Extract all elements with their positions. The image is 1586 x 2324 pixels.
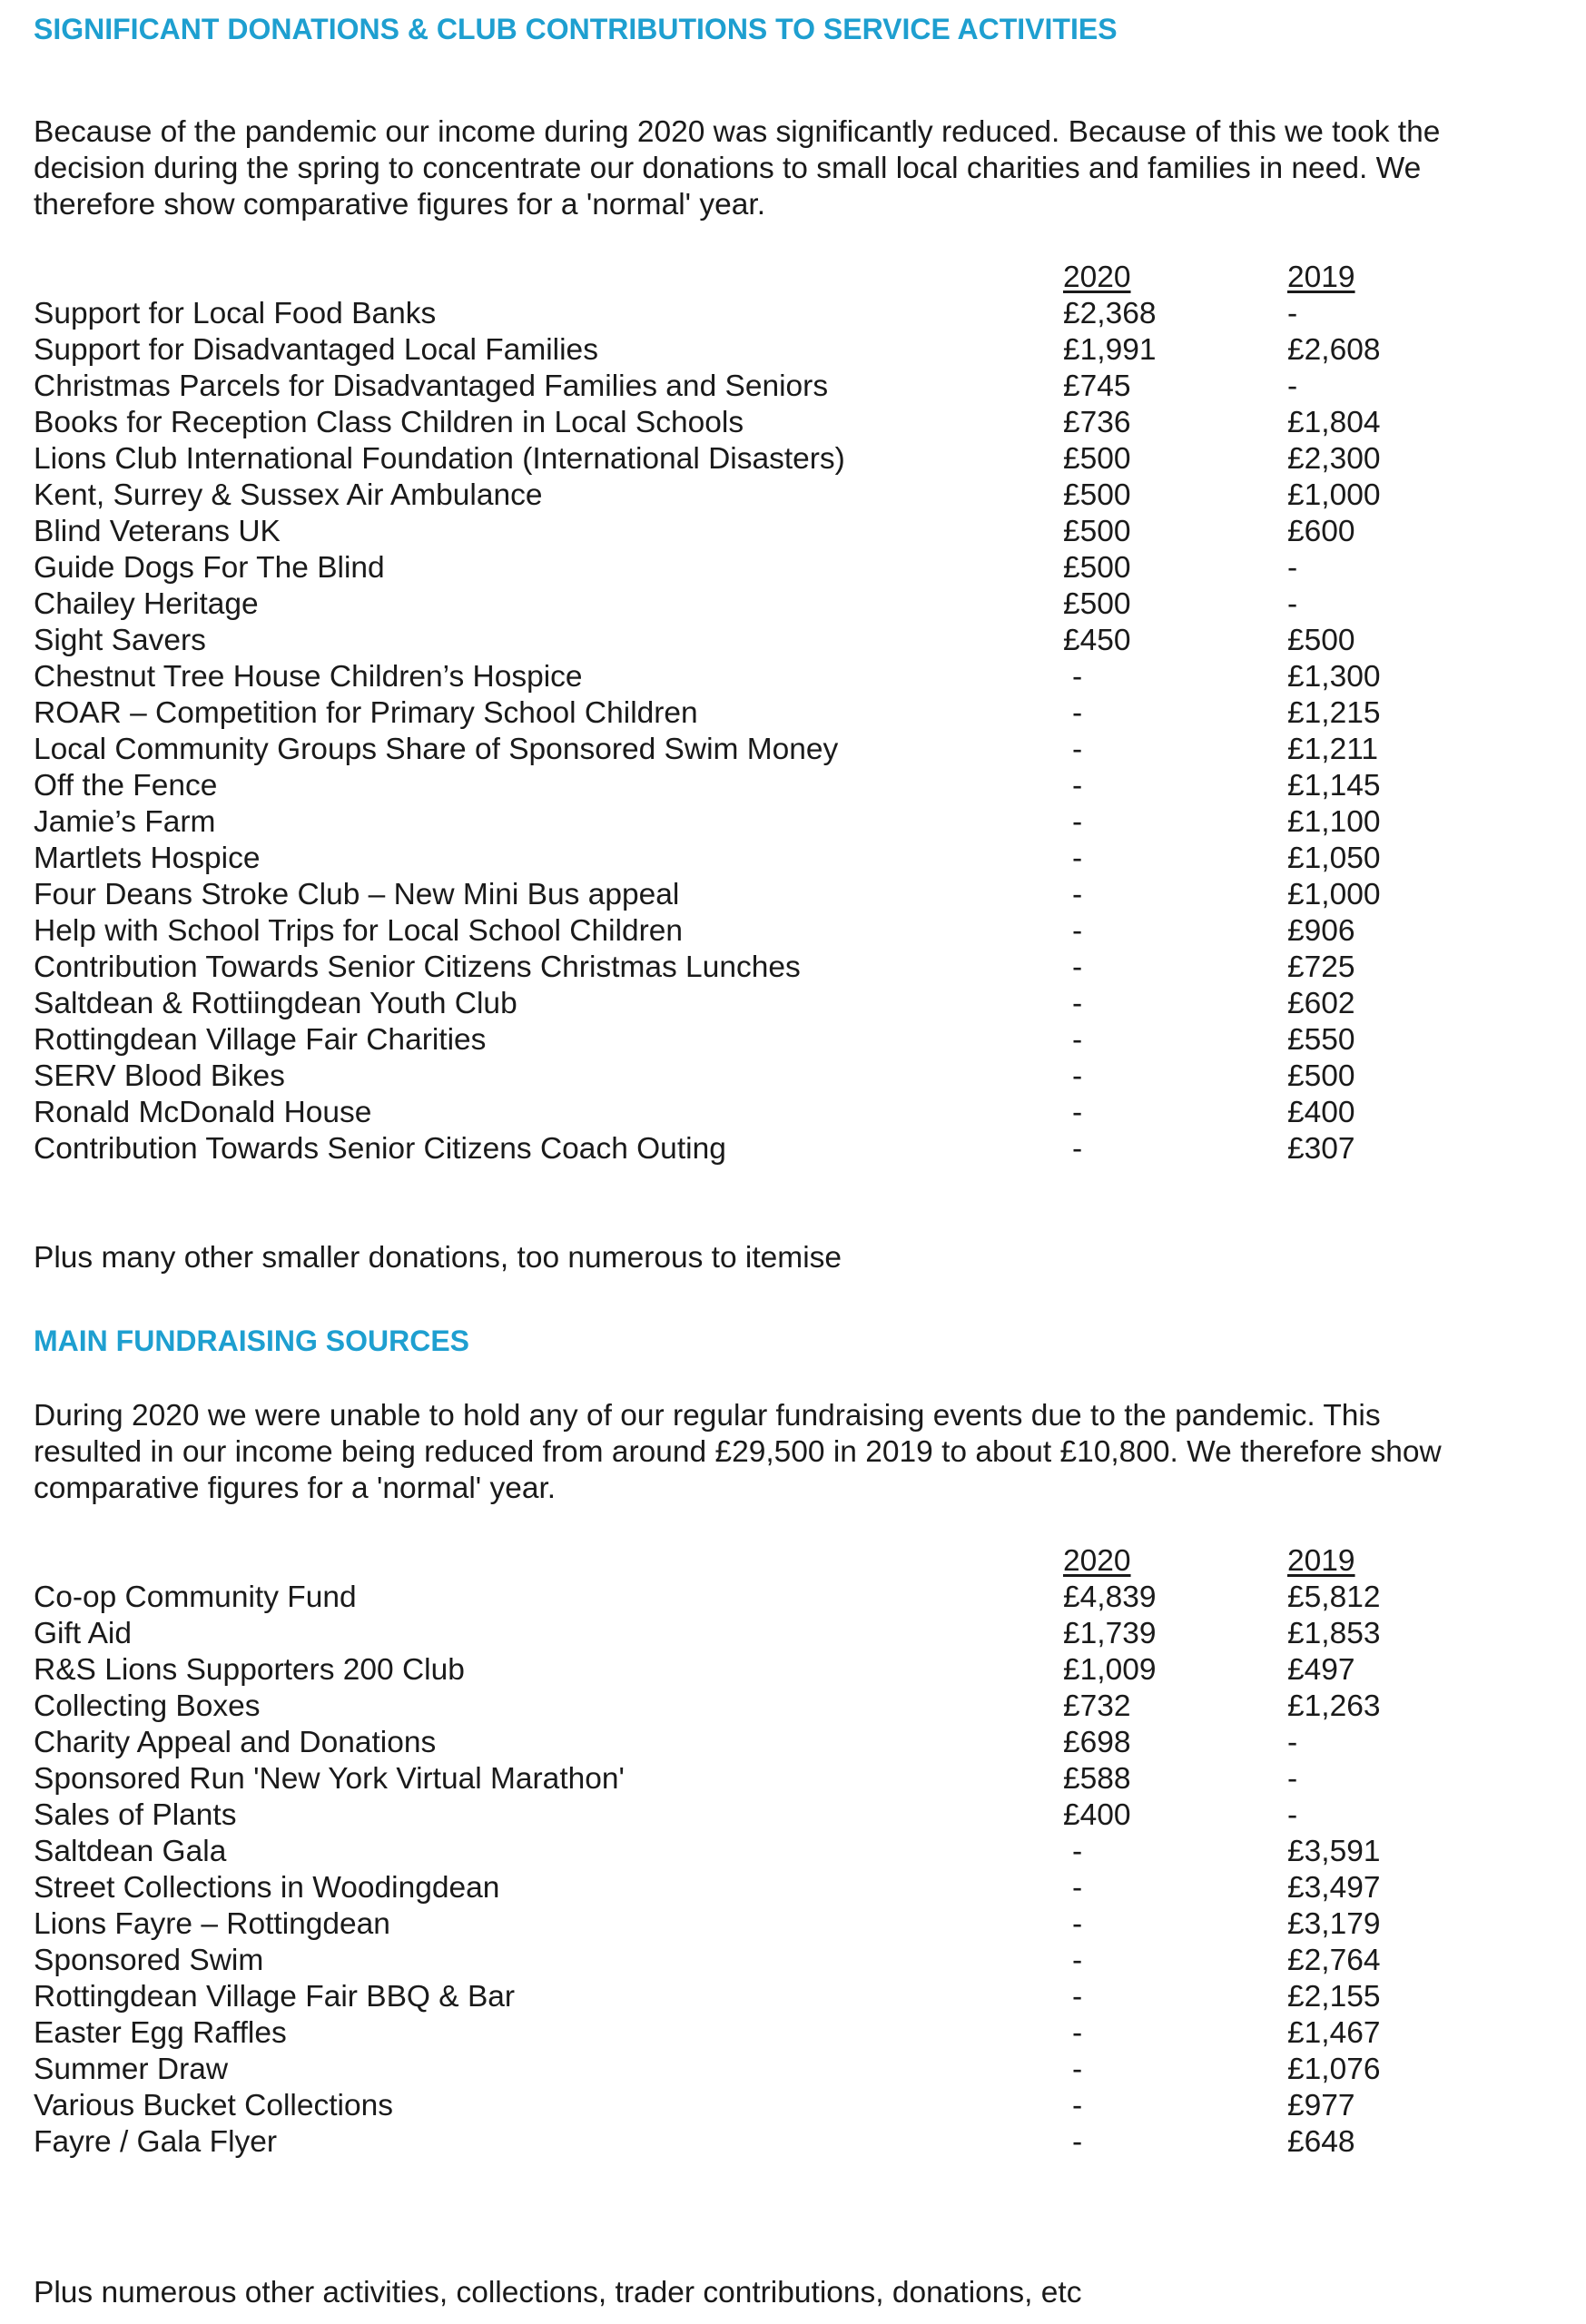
row-label: Christmas Parcels for Disadvantaged Families and Seniors — [34, 369, 829, 403]
value-2019: £307 — [1287, 1132, 1355, 1166]
value-2020: £698 — [1063, 1726, 1131, 1759]
table-row — [34, 2015, 1541, 2052]
value-2019: £1,300 — [1287, 660, 1381, 694]
value-2020: - — [1072, 1096, 1083, 1129]
fundraising-col-2020: 2020 — [1063, 1544, 1131, 1578]
value-2019: £500 — [1287, 624, 1355, 657]
row-label: Sponsored Run 'New York Virtual Marathon' — [34, 1762, 625, 1796]
value-2020: - — [1072, 1132, 1083, 1166]
value-2020: £2,368 — [1063, 297, 1157, 330]
row-label: R&S Lions Supporters 200 Club — [34, 1653, 465, 1687]
row-label: Saltdean & Rottiingdean Youth Club — [34, 987, 517, 1020]
value-2019: £1,853 — [1287, 1617, 1381, 1650]
table-row — [34, 1725, 1541, 1761]
row-label: Co-op Community Fund — [34, 1581, 357, 1614]
row-label: Fayre / Gala Flyer — [34, 2125, 278, 2159]
row-label: Sponsored Swim — [34, 1944, 264, 1977]
fundraising-heading: MAIN FUNDRAISING SOURCES — [34, 1324, 470, 1357]
table-row — [34, 1059, 1541, 1095]
table-row — [34, 623, 1541, 659]
value-2019: - — [1287, 1762, 1298, 1796]
row-label: Street Collections in Woodingdean — [34, 1871, 500, 1905]
table-row — [34, 659, 1541, 695]
row-label: Local Community Groups Share of Sponsored Swim Money — [34, 733, 839, 766]
row-label: Saltdean Gala — [34, 1835, 227, 1868]
row-label: Chailey Heritage — [34, 587, 259, 621]
row-label: Jamie’s Farm — [34, 805, 216, 839]
value-2019: £1,804 — [1287, 406, 1381, 439]
value-2020: £500 — [1063, 442, 1131, 476]
row-label: Support for Disadvantaged Local Families — [34, 333, 598, 367]
table-row — [34, 950, 1541, 986]
row-label: Kent, Surrey & Sussex Air Ambulance — [34, 478, 543, 512]
row-label: Sight Savers — [34, 624, 206, 657]
fundraising-col-2019: 2019 — [1287, 1544, 1355, 1578]
row-label: Collecting Boxes — [34, 1689, 261, 1723]
value-2019: £2,155 — [1287, 1980, 1381, 2014]
fundraising-footer: Plus numerous other activities, collections, trader contributions, donations, etc — [34, 2276, 1082, 2309]
value-2020: £500 — [1063, 478, 1131, 512]
value-2019: £3,497 — [1287, 1871, 1381, 1905]
fundraising-table — [34, 1543, 1541, 2161]
value-2019: £1,100 — [1287, 805, 1381, 839]
row-label: Help with School Trips for Local School Children — [34, 914, 684, 948]
donations-heading: SIGNIFICANT DONATIONS & CLUB CONTRIBUTIONS TO SERVICE ACTIVITIES — [34, 13, 1118, 45]
row-label: Charity Appeal and Donations — [34, 1726, 437, 1759]
value-2019: £1,000 — [1287, 478, 1381, 512]
value-2020: - — [1072, 842, 1083, 875]
table-row — [34, 695, 1541, 732]
row-label: SERV Blood Bikes — [34, 1059, 285, 1093]
row-label: Contribution Towards Senior Citizens Coach Outing — [34, 1132, 726, 1166]
table-row — [34, 1652, 1541, 1689]
value-2019: - — [1287, 1726, 1298, 1759]
value-2020: - — [1072, 769, 1083, 803]
value-2020: - — [1072, 950, 1083, 984]
value-2019: £602 — [1287, 987, 1355, 1020]
value-2019: £1,211 — [1287, 733, 1378, 766]
row-label: Martlets Hospice — [34, 842, 261, 875]
table-row — [34, 1131, 1541, 1167]
value-2019: £1,145 — [1287, 769, 1381, 803]
fundraising-header-row — [34, 1543, 1541, 1580]
table-row — [34, 1834, 1541, 1870]
table-row — [34, 768, 1541, 804]
row-label: Guide Dogs For The Blind — [34, 551, 385, 585]
value-2020: - — [1072, 2089, 1083, 2122]
row-label: Blind Veterans UK — [34, 515, 281, 548]
row-label: Sales of Plants — [34, 1798, 237, 1832]
value-2019: £400 — [1287, 1096, 1355, 1129]
value-2020: - — [1072, 2125, 1083, 2159]
table-row — [34, 2088, 1541, 2124]
value-2020: - — [1072, 1980, 1083, 2014]
value-2019: £3,591 — [1287, 1835, 1381, 1868]
row-label: Contribution Towards Senior Citizens Christmas Lunches — [34, 950, 801, 984]
fundraising-intro: During 2020 we were unable to hold any of our regular fundraising events due to the pandemic. This resulted in our income being reduced from around £29,500 in 2019 to about £10,800. We therefore show comparative figures for a 'normal' year. — [34, 1399, 1442, 1505]
table-row — [34, 296, 1541, 332]
table-row — [34, 1095, 1541, 1131]
row-label: Rottingdean Village Fair Charities — [34, 1023, 487, 1057]
table-row — [34, 1870, 1541, 1906]
table-row — [34, 1616, 1541, 1652]
table-row — [34, 1580, 1541, 1616]
row-label: Off the Fence — [34, 769, 218, 803]
table-row — [34, 804, 1541, 841]
table-row — [34, 1761, 1541, 1797]
donations-table — [34, 260, 1541, 1167]
value-2019: £1,076 — [1287, 2053, 1381, 2086]
table-row — [34, 1979, 1541, 2015]
table-row — [34, 1906, 1541, 1943]
row-label: Various Bucket Collections — [34, 2089, 393, 2122]
value-2020: - — [1072, 1835, 1083, 1868]
row-label: Lions Club International Foundation (International Disasters) — [34, 442, 845, 476]
value-2019: £500 — [1287, 1059, 1355, 1093]
value-2020: - — [1072, 805, 1083, 839]
value-2020: - — [1072, 1059, 1083, 1093]
value-2019: £550 — [1287, 1023, 1355, 1057]
value-2020: - — [1072, 733, 1083, 766]
table-row — [34, 369, 1541, 405]
row-label: Rottingdean Village Fair BBQ & Bar — [34, 1980, 516, 2014]
table-row — [34, 986, 1541, 1022]
value-2019: - — [1287, 1798, 1298, 1832]
table-row — [34, 2052, 1541, 2088]
row-label: Summer Draw — [34, 2053, 229, 2086]
row-label: Support for Local Food Banks — [34, 297, 437, 330]
value-2019: - — [1287, 551, 1298, 585]
value-2020: - — [1072, 1944, 1083, 1977]
value-2020: £732 — [1063, 1689, 1131, 1723]
row-label: Four Deans Stroke Club – New Mini Bus appeal — [34, 878, 680, 911]
table-row — [34, 332, 1541, 369]
value-2019: £497 — [1287, 1653, 1355, 1687]
row-label: Ronald McDonald House — [34, 1096, 372, 1129]
table-row — [34, 441, 1541, 478]
value-2020: - — [1072, 1871, 1083, 1905]
table-row — [34, 514, 1541, 550]
value-2020: £1,009 — [1063, 1653, 1157, 1687]
table-row — [34, 405, 1541, 441]
donations-footer: Plus many other smaller donations, too numerous to itemise — [34, 1241, 842, 1275]
value-2020: - — [1072, 914, 1083, 948]
value-2020: - — [1072, 1023, 1083, 1057]
value-2020: - — [1072, 696, 1083, 730]
table-row — [34, 1022, 1541, 1059]
value-2020: £1,991 — [1063, 333, 1157, 367]
value-2019: £906 — [1287, 914, 1355, 948]
value-2020: - — [1072, 660, 1083, 694]
value-2020: - — [1072, 987, 1083, 1020]
table-row — [34, 877, 1541, 913]
table-row — [34, 841, 1541, 877]
table-row — [34, 1943, 1541, 1979]
value-2019: £3,179 — [1287, 1907, 1381, 1941]
table-row — [34, 1689, 1541, 1725]
value-2019: £648 — [1287, 2125, 1355, 2159]
table-row — [34, 2124, 1541, 2161]
row-label: Easter Egg Raffles — [34, 2016, 287, 2050]
table-row — [34, 913, 1541, 950]
donations-col-2019: 2019 — [1287, 261, 1355, 294]
value-2020: - — [1072, 2053, 1083, 2086]
value-2019: £725 — [1287, 950, 1355, 984]
value-2020: £588 — [1063, 1762, 1131, 1796]
value-2020: £500 — [1063, 515, 1131, 548]
value-2020: - — [1072, 2016, 1083, 2050]
table-row — [34, 1797, 1541, 1834]
value-2020: £500 — [1063, 587, 1131, 621]
value-2019: £1,000 — [1287, 878, 1381, 911]
value-2020: £400 — [1063, 1798, 1131, 1832]
row-label: Lions Fayre – Rottingdean — [34, 1907, 390, 1941]
value-2019: - — [1287, 297, 1298, 330]
table-row — [34, 732, 1541, 768]
value-2019: £5,812 — [1287, 1581, 1381, 1614]
row-label: Chestnut Tree House Children’s Hospice — [34, 660, 583, 694]
value-2020: - — [1072, 878, 1083, 911]
row-label: ROAR – Competition for Primary School Children — [34, 696, 698, 730]
donations-rows — [34, 296, 1541, 1167]
value-2019: £1,467 — [1287, 2016, 1381, 2050]
value-2020: £1,739 — [1063, 1617, 1157, 1650]
value-2019: - — [1287, 369, 1298, 403]
value-2020: £745 — [1063, 369, 1131, 403]
row-label: Gift Aid — [34, 1617, 132, 1650]
value-2020: £500 — [1063, 551, 1131, 585]
value-2019: £2,608 — [1287, 333, 1381, 367]
value-2019: £600 — [1287, 515, 1355, 548]
value-2019: £1,263 — [1287, 1689, 1381, 1723]
donations-intro: Because of the pandemic our income during 2020 was significantly reduced. Because of this we took the decision during the spring to concentrate our donations to small local charities and families in need. We therefore show comparative figures for a 'normal' year. — [34, 115, 1441, 222]
value-2020: £736 — [1063, 406, 1131, 439]
value-2019: £2,764 — [1287, 1944, 1381, 1977]
value-2019: £1,050 — [1287, 842, 1381, 875]
fundraising-rows — [34, 1580, 1541, 2161]
donations-header-row — [34, 260, 1541, 296]
table-row — [34, 550, 1541, 586]
table-row — [34, 478, 1541, 514]
value-2020: - — [1072, 1907, 1083, 1941]
table-row — [34, 586, 1541, 623]
value-2019: £1,215 — [1287, 696, 1381, 730]
value-2020: £4,839 — [1063, 1581, 1157, 1614]
value-2019: £2,300 — [1287, 442, 1381, 476]
donations-col-2020: 2020 — [1063, 261, 1131, 294]
row-label: Books for Reception Class Children in Local Schools — [34, 406, 744, 439]
value-2019: £977 — [1287, 2089, 1355, 2122]
value-2019: - — [1287, 587, 1298, 621]
value-2020: £450 — [1063, 624, 1131, 657]
